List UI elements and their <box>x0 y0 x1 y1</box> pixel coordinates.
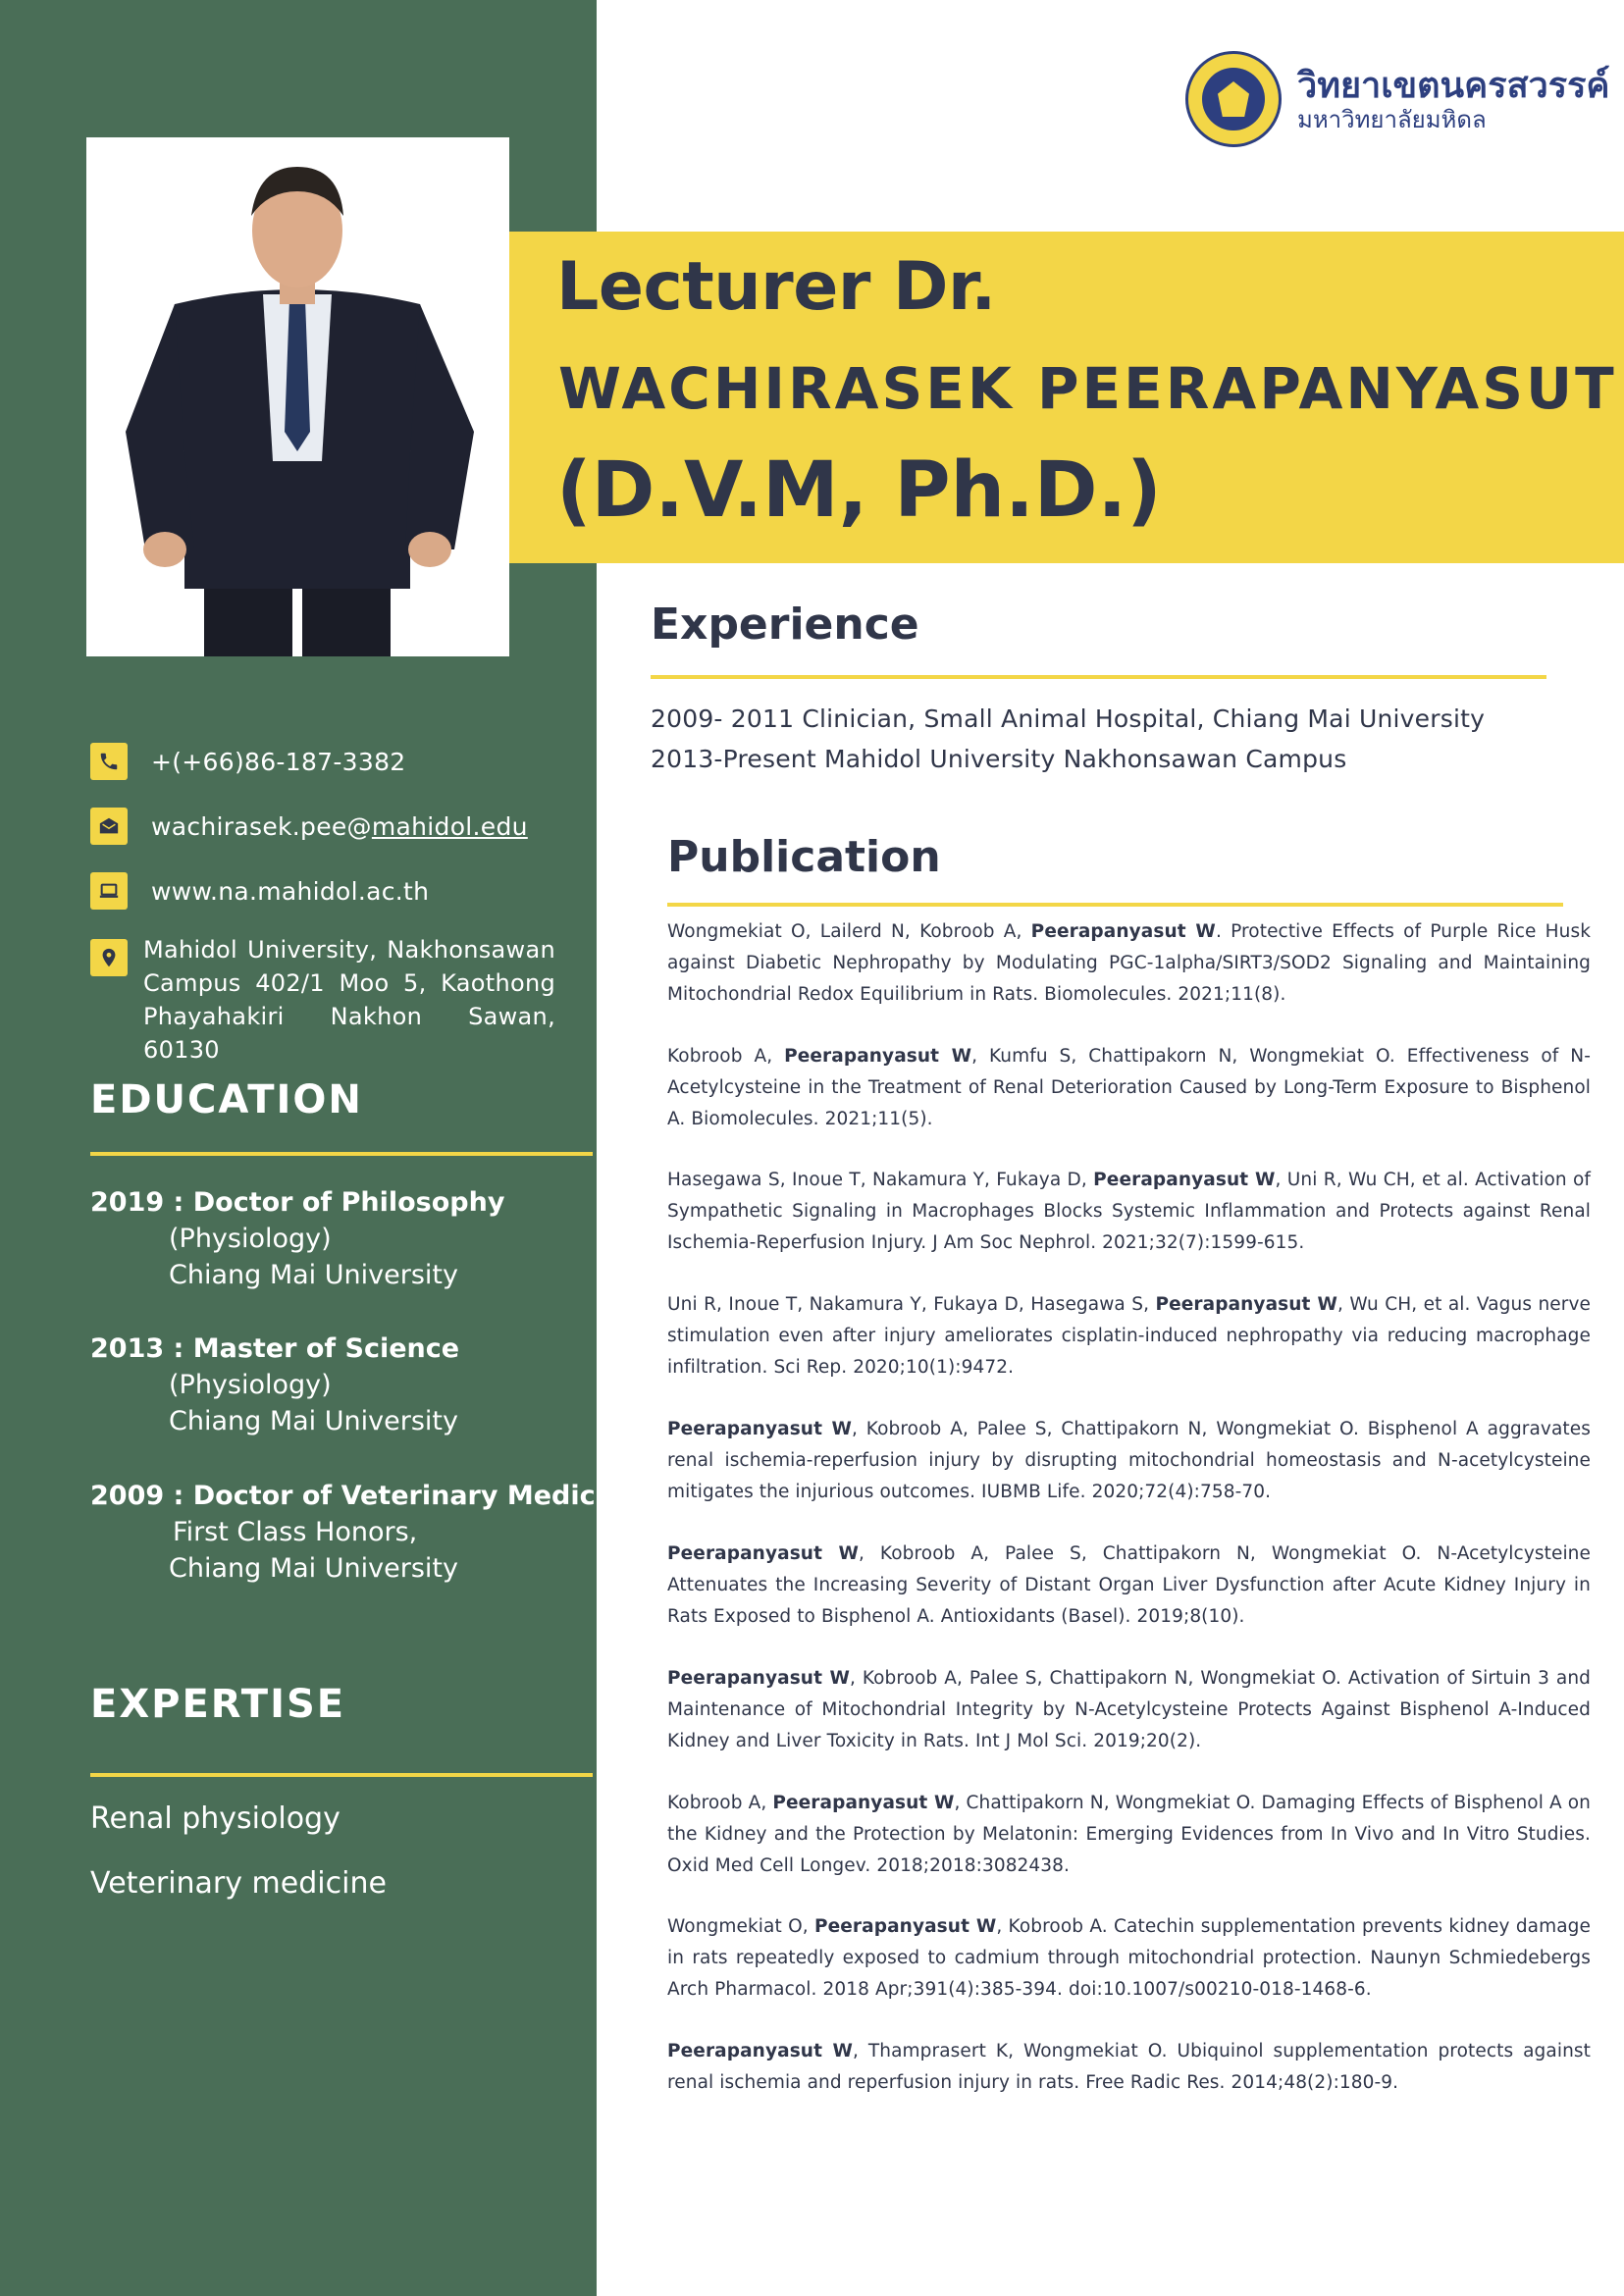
profile-photo <box>86 137 509 656</box>
education-item <box>90 1478 641 1587</box>
author-name: Peerapanyasut W <box>784 1046 972 1067</box>
publication-item: Peerapanyasut W, Kobroob A, Palee S, Chattipakorn N, Wongmekiat O. Bisphenol A aggravates renal ischemia-reperfusion injury by disrupting mitochondrial homeostasis and N-acetylcysteine mitigates the injurious outcomes. IUBMB Life. 2020;72(4):758-70. <box>667 1419 1591 1502</box>
author-name: Peerapanyasut W <box>772 1793 955 1813</box>
email-domain: mahidol.edu <box>371 811 528 841</box>
title-name: WACHIRASEK PEERAPANYASUT <box>558 355 1617 422</box>
education-degree: 2013 : Master of Science <box>90 1333 460 1364</box>
publication-item: Peerapanyasut W, Kobroob A, Palee S, Chattipakorn N, Wongmekiat O. Activation of Sirtuin 3 and Maintenance of Mitochondrial Integrity by N-Acetylcysteine Protects Against Bisphenol A-Induced Kidney and Liver Toxicity in Rats. Int J Mol Sci. 2019;20(2). <box>667 1668 1591 1751</box>
mail-icon <box>90 808 128 845</box>
education-degree: 2009 : Doctor of Veterinary Medicine <box>90 1481 642 1511</box>
author-name: Peerapanyasut W <box>1030 921 1216 942</box>
education-school: Chiang Mai University <box>169 1260 458 1290</box>
publication-item: Kobroob A, Peerapanyasut W, Kumfu S, Chattipakorn N, Wongmekiat O. Effectiveness of N-Acetylcysteine in the Treatment of Renal Deterioration Caused by Long-Term Exposure to Bisphenol A. Biomolecules. 2021;11(5). <box>667 1046 1592 1129</box>
publication-item: Hasegawa S, Inoue T, Nakamura Y, Fukaya D, Peerapanyasut W, Uni R, Wu CH, et al. Activation of Sympathetic Signaling in Macrophages Blocks Systemic Inflammation and Protects against Renal Ischemia-Reperfusion Injury. J Am Soc Nephrol. 2021;32(7):1599-615. <box>667 1170 1591 1253</box>
education-field: (Physiology) <box>169 1224 332 1254</box>
mahidol-seal-icon <box>1185 51 1282 147</box>
author-name: Peerapanyasut W <box>1093 1170 1276 1190</box>
website-link[interactable]: www.na.mahidol.ac.th <box>151 876 430 906</box>
contact-website <box>90 871 429 911</box>
author-name: Peerapanyasut W <box>667 1543 860 1564</box>
education-honors: First Class Honors, <box>173 1517 418 1547</box>
author-name: Peerapanyasut W <box>813 1916 997 1937</box>
education-degree: 2019 : Doctor of Philosophy <box>90 1187 505 1218</box>
expertise-heading: EXPERTISE <box>90 1682 346 1727</box>
contact-email <box>90 807 528 846</box>
publication-item: Peerapanyasut W, Thamprasert K, Wongmekiat O. Ubiquinol supplementation protects against renal ischemia and reperfusion injury in rats. Free Radic Res. 2014;48(2):180-9. <box>667 2041 1591 2093</box>
logo-campus-name: วิทยาเขตนครสวรรค์ <box>1297 66 1610 106</box>
university-logo <box>1185 51 1624 149</box>
publication-heading: Publication <box>667 832 941 882</box>
address-text: Mahidol University, Nakhonsawan Campus 402/1 Moo 5, Kaothong Phayahakiri Nakhon Sawan, 60130 <box>143 936 555 1064</box>
author-name: Peerapanyasut W <box>667 1419 852 1439</box>
author-name: Peerapanyasut W <box>667 2041 853 2061</box>
education-heading: EDUCATION <box>90 1077 363 1122</box>
location-pin-icon <box>90 939 128 976</box>
expertise-item: Renal physiology <box>90 1801 341 1836</box>
email-user: wachirasek.pee@ <box>151 811 372 841</box>
publication-rule <box>667 903 1563 907</box>
experience-item: 2013-Present Mahidol University Nakhonsawan Campus <box>651 745 1347 773</box>
phone-number: +(+66)86-187-3382 <box>151 747 406 776</box>
logo-university-name: มหาวิทยาลัยมหิดล <box>1297 106 1487 133</box>
education-item <box>90 1331 459 1439</box>
education-school: Chiang Mai University <box>169 1406 458 1436</box>
publication-item: Uni R, Inoue T, Nakamura Y, Fukaya D, Hasegawa S, Peerapanyasut W, Wu CH, et al. Vagus nerve stimulation even after injury ameliorates cisplatin-induced nephropathy via reducing macrophage infiltration. Sci Rep. 2020;10(1):9472. <box>667 1294 1591 1378</box>
experience-rule <box>651 675 1546 679</box>
education-field: (Physiology) <box>169 1370 332 1400</box>
author-name: Peerapanyasut W <box>667 1668 850 1689</box>
phone-icon <box>90 743 128 780</box>
expertise-rule <box>90 1773 593 1777</box>
title-rank: Lecturer Dr. <box>556 248 996 326</box>
education-item <box>90 1184 504 1293</box>
education-school: Chiang Mai University <box>169 1553 458 1584</box>
publication-item: Kobroob A, Peerapanyasut W, Chattipakorn N, Wongmekiat O. Damaging Effects of Bisphenol A on the Kidney and the Protection by Melatonin: Emerging Evidences from In Vivo and In Vitro Studies. Oxid Med Cell Longev. 2018;2018:3082438. <box>667 1793 1591 1876</box>
expertise-item: Veterinary medicine <box>90 1866 387 1901</box>
title-degrees: (D.V.M, Ph.D.) <box>556 446 1162 535</box>
email-link[interactable] <box>151 812 528 841</box>
publication-item: Wongmekiat O, Lailerd N, Kobroob A, Peerapanyasut W. Protective Effects of Purple Rice Husk against Diabetic Nephropathy by Modulating PGC-1alpha/SIRT3/SOD2 Signaling and Maintaining Mitochondrial Redox Equilibrium in Rats. Biomolecules. 2021;11(8). <box>667 921 1592 1005</box>
education-rule <box>90 1152 593 1156</box>
laptop-icon <box>90 872 128 910</box>
contact-phone <box>90 742 406 781</box>
author-name: Peerapanyasut W <box>1155 1294 1337 1315</box>
experience-item: 2009- 2011 Clinician, Small Animal Hospital, Chiang Mai University <box>651 704 1486 733</box>
publication-item: Wongmekiat O, Peerapanyasut W, Kobroob A. Catechin supplementation prevents kidney damage in rats repeatedly exposed to cadmium through mitochondrial protection. Naunyn Schmiedebergs Arch Pharmacol. 2018 Apr;391(4):385-394. doi:10.1007/s00210-018-1468-6. <box>667 1916 1591 2000</box>
experience-heading: Experience <box>651 600 919 650</box>
publication-item: Peerapanyasut W, Kobroob A, Palee S, Chattipakorn N, Wongmekiat O. N-Acetylcysteine Attenuates the Increasing Severity of Distant Organ Liver Dysfunction after Acute Kidney Injury in Rats Exposed to Bisphenol A. Antioxidants (Basel). 2019;8(10). <box>667 1543 1591 1627</box>
